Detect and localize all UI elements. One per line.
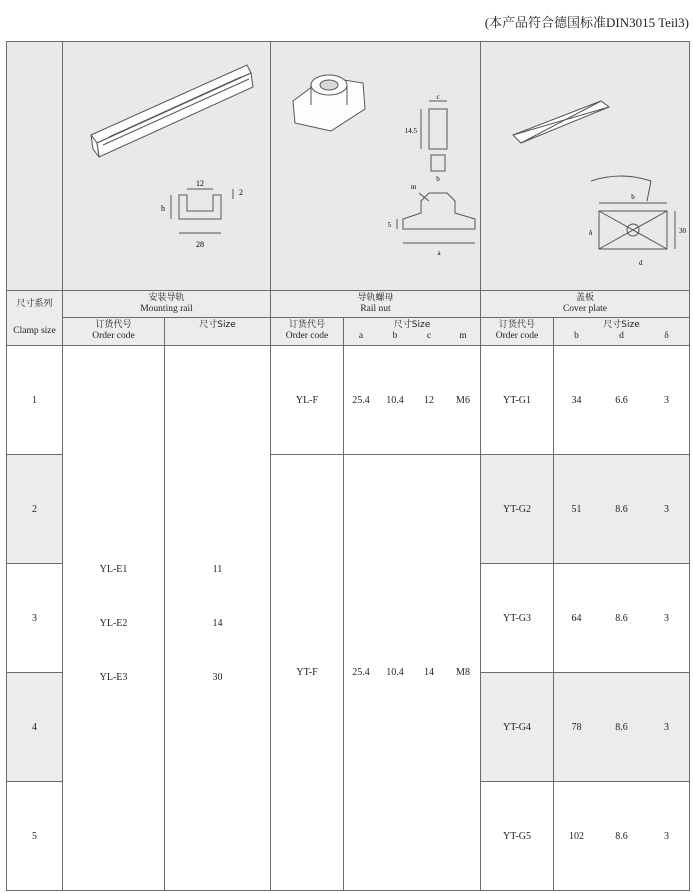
cover-dim-b-label: b — [631, 193, 635, 201]
rail-order-code-header: 订货代号 Order code — [63, 317, 165, 346]
cover-dim-30-label: 30 — [679, 227, 686, 235]
rail-size: 30 — [212, 672, 223, 683]
nut-c-value: 12 — [424, 394, 434, 406]
rail-code: YL-E1 — [99, 564, 128, 575]
nut-order-code-header: 订货代号 Order code — [271, 317, 344, 346]
cover-order-code-header: 订货代号 Order code — [481, 317, 554, 346]
cover-order-code-cell: YT-G5 — [481, 782, 554, 891]
blank-corner-cell — [7, 42, 63, 291]
nut-dim-c-label: c — [436, 93, 440, 101]
cover-order-code-cell: YT-G4 — [481, 673, 554, 782]
cover-b-value: 64 — [571, 612, 582, 624]
nut-a-value: 25.4 — [352, 667, 370, 678]
rail-code: YL-E2 — [99, 618, 128, 629]
rail-dim-width-label: 12 — [196, 179, 204, 188]
cover-delta-value: 3 — [664, 612, 669, 624]
nut-order-code-cell: YT-F — [271, 455, 344, 891]
nut-b-value: 10.4 — [386, 667, 404, 678]
cover-b-value: 34 — [571, 394, 582, 406]
cover-col-d: d — [619, 331, 624, 342]
rail-order-code-cell — [63, 346, 165, 891]
cover-size-cell — [554, 564, 690, 673]
nut-dim-m-label: m — [411, 183, 417, 191]
clamp-size-cell: 5 — [7, 782, 63, 891]
cover-size-header: 尺寸Size b d δ — [554, 317, 690, 346]
cover-order-code-cell: YT-G2 — [481, 455, 554, 564]
nut-m-value: M6 — [456, 394, 470, 406]
nut-col-c: c — [426, 331, 432, 342]
clamp-size-cell: 3 — [7, 564, 63, 673]
nut-m-value: M8 — [456, 667, 470, 678]
nut-dim-b-label: b — [436, 175, 440, 183]
mounting-rail-drawing — [63, 42, 271, 291]
cover-dim-d-label: d — [639, 259, 643, 267]
nut-col-b: b — [392, 331, 398, 342]
cover-d-value: 8.6 — [615, 721, 628, 733]
nut-col-a: a — [358, 331, 364, 342]
cover-delta-value: 3 — [664, 503, 669, 515]
clamp-size-cell: 4 — [7, 673, 63, 782]
rail-size: 11 — [212, 564, 223, 575]
rail-illustration — [63, 43, 269, 289]
nut-col-m: m — [459, 331, 467, 342]
cover-size-cell — [554, 455, 690, 564]
cover-d-value: 8.6 — [615, 612, 628, 624]
clamp-size-cell: 2 — [7, 455, 63, 564]
cover-size-cell — [554, 782, 690, 891]
clamp-size-zh-cell: 尺寸系列 — [7, 291, 63, 318]
nut-illustration — [271, 43, 479, 289]
nut-a-value: 25.4 — [352, 394, 370, 406]
cover-dim-delta-label: δ — [589, 229, 593, 237]
cover-delta-value: 3 — [664, 830, 669, 842]
cover-col-b: b — [574, 331, 579, 342]
cover-order-code-cell: YT-G3 — [481, 564, 554, 673]
table-row — [7, 346, 690, 455]
rail-size: 14 — [212, 618, 223, 629]
nut-c-value: 14 — [424, 667, 434, 678]
clamp-size-cell: 1 — [7, 346, 63, 455]
cover-col-delta: δ — [664, 331, 669, 342]
cover-d-value: 6.6 — [615, 394, 628, 406]
cover-delta-value: 3 — [664, 394, 669, 406]
mounting-rail-header: 安装导轨 Mounting rail — [63, 291, 271, 318]
cover-d-value: 8.6 — [615, 503, 628, 515]
nut-size-cell — [344, 455, 481, 891]
rail-dim-base-label: 28 — [196, 240, 204, 249]
nut-size-header: 尺寸Size a b c m — [344, 317, 481, 346]
nut-dim-height-label: 14.5 — [404, 127, 417, 135]
cover-plate-drawing — [481, 42, 690, 291]
rail-size-cell — [165, 346, 271, 891]
nut-dim-a-label: a — [437, 249, 441, 257]
rail-size-header: 尺寸Size — [165, 317, 271, 346]
specification-table — [6, 41, 690, 891]
nut-size-cell — [344, 346, 481, 455]
cover-b-value: 78 — [571, 721, 582, 733]
cover-illustration — [481, 43, 689, 289]
cover-order-code-cell: YT-G1 — [481, 346, 554, 455]
clamp-size-en-cell: Clamp size — [7, 317, 63, 346]
cover-delta-value: 3 — [664, 721, 669, 733]
rail-dim-height-label: h — [161, 204, 165, 213]
rail-nut-drawing — [271, 42, 481, 291]
nut-b-value: 10.4 — [386, 394, 404, 406]
rail-nut-header: 导轨螺母 Rail nut — [271, 291, 481, 318]
cover-plate-header: 盖板 Cover plate — [481, 291, 690, 318]
cover-b-value: 51 — [571, 503, 582, 515]
rail-code: YL-E3 — [99, 672, 128, 683]
cover-size-cell — [554, 346, 690, 455]
cover-d-value: 8.6 — [615, 830, 628, 842]
nut-order-code-cell: YL-F — [271, 346, 344, 455]
nut-dim-thickness-label: 5 — [387, 221, 391, 229]
rail-dim-thickness-label: 2 — [239, 188, 243, 197]
cover-size-cell — [554, 673, 690, 782]
standard-note: (本产品符合德国标准DIN3015 Teil3) — [484, 15, 689, 30]
cover-b-value: 102 — [569, 830, 584, 842]
